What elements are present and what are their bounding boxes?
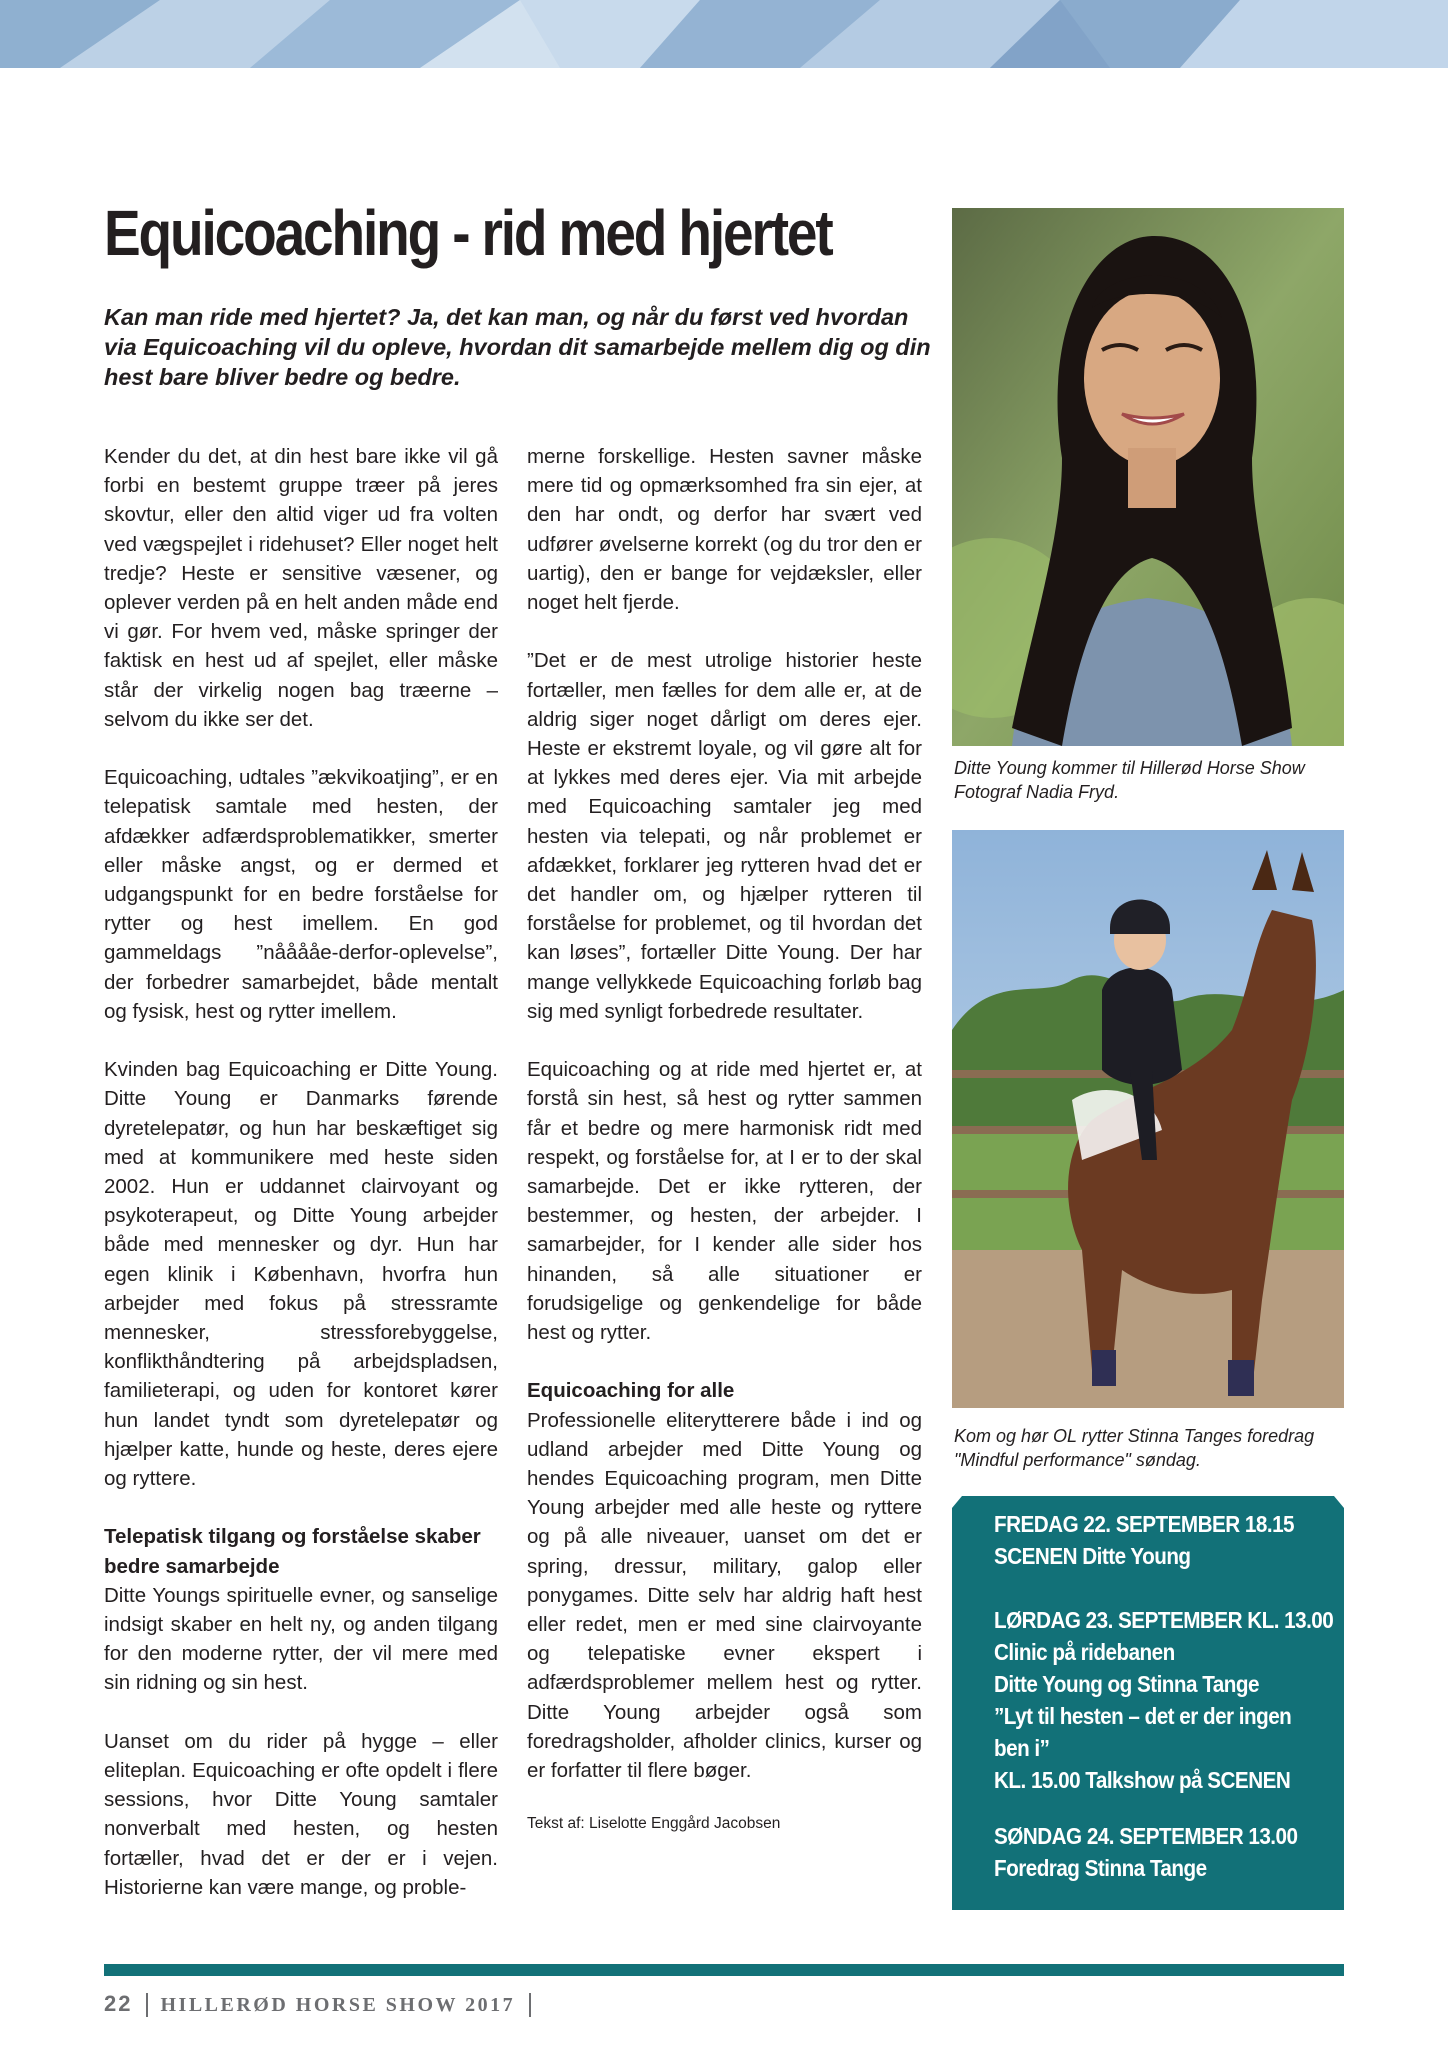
event-line: ”Lyt til hesten – det er der ingen [994, 1703, 1292, 1729]
photo-caption-1: Ditte Young kommer til Hillerød Horse Show Fotograf Nadia Fryd. [954, 758, 1305, 802]
event-schedule-box [952, 1496, 1344, 1910]
photo-caption-2: Kom og hør OL rytter Stinna Tanges foredrag "Mindful performance" søndag. [954, 1426, 1315, 1470]
byline: Tekst af: Liselotte Enggård Jacobsen [527, 1815, 781, 1833]
event-line: SCENEN Ditte Young [994, 1543, 1191, 1569]
paragraph: ”Det er de mest utrolige historier heste fortæller, men fælles for dem alle er, at de aldrig siger noget dårligt om deres ejer. Heste er ekstremt loyale, og vil gøre alt for at lykkes med deres ejer. Via mit arbejde med Equicoaching samtaler jeg med hesten via telepati, og når problemet er afdækket, forklarer jeg rytteren hvad det er det handler om, og hjælper rytteren til forståelse for problemet, og til hvordan det kan løses”, fortæller Ditte Young. Der har mange vellykkede Equicoaching forløb bag sig med synligt forbedrede resultater. [527, 649, 922, 1023]
text-column-2 [527, 442, 922, 1864]
event-line: Ditte Young og Stinna Tange [994, 1671, 1259, 1697]
subheading: Equicoaching for alle [527, 1379, 735, 1403]
event-line: ben i” [994, 1735, 1050, 1761]
rider-horse-photo [952, 830, 1344, 1408]
article-title: Equicoaching - rid med hjertet [104, 197, 832, 269]
portrait-photo [952, 208, 1344, 746]
event-line: SØNDAG 24. SEPTEMBER 13.00 [994, 1823, 1298, 1849]
event-line: Foredrag Stinna Tange [994, 1855, 1207, 1881]
subheading: Telepatisk tilgang og forståelse skaber bedre samarbejde [104, 1525, 481, 1578]
event-line: LØRDAG 23. SEPTEMBER KL. 13.00 [994, 1607, 1334, 1633]
page-footer [104, 1990, 531, 2019]
top-banner [0, 0, 1448, 68]
paragraph: Equicoaching og at ride med hjertet er, at forstå sin hest, så hest og rytter sammen får et bedre og mere harmonisk ridt med respekt, og forståelse for, at I er to der skal samarbejde. Det er ikke rytteren, der bestemmer, og hesten, der arbejder. I samarbejder, for I kender alle sider hos hinanden, så alle situationer er forudsigelige og genkendelige for både hest og rytter. [527, 1058, 922, 1345]
footer-separator [146, 1993, 148, 2017]
event-line: FREDAG 22. SEPTEMBER 18.15 [994, 1511, 1295, 1537]
footer-rule [104, 1964, 1344, 1976]
paragraph: Equicoaching, udtales ”ækvikoatjing”, er en telepatisk samtale med hesten, der afdækker adfærdsproblematikker, smerter eller måske angst, og er dermed et udgangspunkt for en bedre forståelse for rytter og hest imellem. En god gammeldags ”nååååe-derfor-oplevelse”, der forbedrer samarbejdet, både mentalt og fysisk, hest og rytter imellem. [104, 766, 498, 1023]
paragraph: Professionelle eliterytterere både i ind og udland arbejder med Ditte Young og hendes Equicoaching program, men Ditte Young arbejder med alle heste og ryttere og på alle niveauer, uanset om det er spring, dressur, military, galop eller ponygames. Ditte selv har aldrig haft hest eller redet, men er med sine clairvoyante og telepatiske evner ekspert i adfærdsproblemer mellem hest og rytter. Ditte Young arbejder også som foredragsholder, afholder clinics, kurser og er forfatter til flere bøger. [527, 1408, 922, 1783]
event-friday [994, 1508, 1293, 1572]
paragraph: Kvinden bag Equicoaching er Ditte Young. Ditte Young er Danmarks førende dyretelepatør, og hun har beskæftiget sig med at kommunikere med heste siden 2002. Hun er uddannet clairvoyant og psykoterapeut, og Ditte Young arbejder både med mennesker og dyr. Hun har egen klinik i København, hvorfra hun arbejder med fokus på stressramte mennesker, stressforebyggelse, konflikthåndtering på arbejdspladsen, familieterapi, og uden for kontoret kører hun landet tyndt som dyretelepatør og hjælper katte, hunde og heste, deres ejere og ryttere. [104, 1058, 498, 1491]
event-saturday [994, 1604, 1334, 1796]
article-lead: Kan man ride med hjertet? Ja, det kan man, og når du først ved hvordan via Equicoaching vil du opleve, hvordan dit samarbejde mellem dig og din hest bare bliver bedre og bedre. [104, 304, 931, 390]
publication-name: HILLERØD HORSE SHOW 2017 [160, 1994, 516, 2016]
paragraph: merne forskellige. Hesten savner måske mere tid og opmærksomhed fra sin ejer, at den har ondt, og derfor har svært ved udfører øvelserne korrekt (og du tror den er uartig), den er bange for vejdæksler, eller noget helt fjerde. [527, 445, 922, 615]
event-line: KL. 15.00 Talkshow på SCENEN [994, 1767, 1291, 1793]
event-sunday [994, 1820, 1298, 1884]
paragraph: Kender du det, at din hest bare ikke vil gå forbi en bestemt gruppe træer på jeres skovtur, eller den altid viger ud fra volten ved vægspejlet i ridehuset? Eller noget helt tredje? Heste er sensitive væsener, og oplever verden på en helt anden måde end vi gør. For hvem ved, måske springer der faktisk en hest ud af spejlet, eller måske står der virkelig nogen bag træerne – selvom du ikke ser det. [104, 445, 498, 731]
page-number: 22 [104, 1991, 133, 2016]
text-column-1 [104, 442, 498, 1902]
footer-separator [529, 1993, 531, 2017]
event-line: Clinic på ridebanen [994, 1639, 1175, 1665]
paragraph: Uanset om du rider på hygge – eller eliteplan. Equicoaching er ofte opdelt i flere sessions, hvor Ditte Young samtaler nonverbalt med hesten, og hesten fortæller, hvad det er der er i vejen. Historierne kan være mange, og proble- [104, 1729, 498, 1899]
paragraph: Ditte Youngs spirituelle evner, og sanselige indsigt skaber en helt ny, og anden tilgang for den moderne rytter, der vil mere med sin ridning og sin hest. [104, 1583, 498, 1695]
